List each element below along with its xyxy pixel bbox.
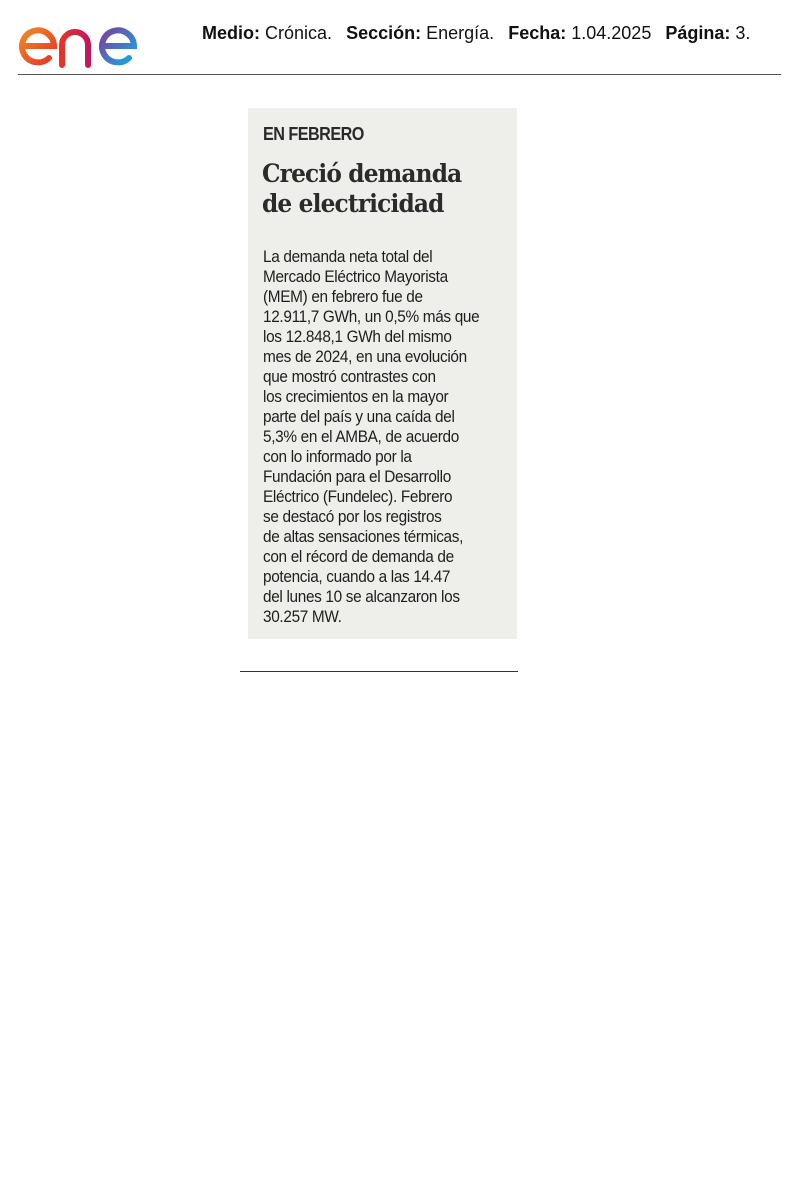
body-line: los 12.848,1 GWh del mismo [263, 328, 452, 346]
news-clipping [248, 108, 517, 639]
page-header [0, 0, 800, 76]
article-headline [262, 159, 512, 219]
body-line: parte del país y una caída del [263, 408, 455, 426]
body-line: con el récord de demanda de [263, 548, 454, 566]
body-line: 12.911,7 GWh, un 0,5% más que [263, 308, 480, 326]
body-line: 5,3% en el AMBA, de acuerdo [263, 428, 459, 446]
pagina-value: 3. [735, 23, 751, 43]
body-line: potencia, cuando a las 14.47 [263, 568, 451, 586]
article-kicker: EN FEBRERO [263, 124, 364, 144]
body-line: con lo informado por la [263, 448, 412, 466]
fecha-value: 1.04.2025 [571, 23, 652, 43]
fecha-label: Fecha: [508, 23, 567, 43]
pagina-label: Página: [665, 23, 731, 43]
seccion-value: Energía. [426, 23, 495, 43]
clipping-end-divider [240, 671, 518, 672]
body-line: que mostró contrastes con [263, 368, 436, 386]
body-line: Eléctrico (Fundelec). Febrero [263, 488, 453, 506]
headline-line: Creció demanda [262, 159, 462, 188]
body-line: La demanda neta total del [263, 248, 433, 266]
body-line: los crecimientos en la mayor [263, 388, 449, 406]
body-line: de altas sensaciones térmicas, [263, 528, 464, 546]
headline-line: de electricidad [262, 189, 444, 218]
body-line: Fundación para el Desarrollo [263, 468, 451, 486]
article-body [263, 247, 513, 627]
body-line: 30.257 MW. [263, 608, 342, 626]
publication-meta [202, 23, 750, 44]
body-line: mes de 2024, en una evolución [263, 348, 467, 366]
medio-value: Crónica. [265, 23, 333, 43]
enel-logo [16, 8, 172, 70]
body-line: Mercado Eléctrico Mayorista [263, 268, 448, 286]
body-line: se destacó por los registros [263, 508, 442, 526]
body-line: (MEM) en febrero fue de [263, 288, 423, 306]
seccion-label: Sección: [346, 23, 422, 43]
header-divider [18, 74, 781, 75]
body-line: del lunes 10 se alcanzaron los [263, 588, 460, 606]
medio-label: Medio: [202, 23, 260, 43]
